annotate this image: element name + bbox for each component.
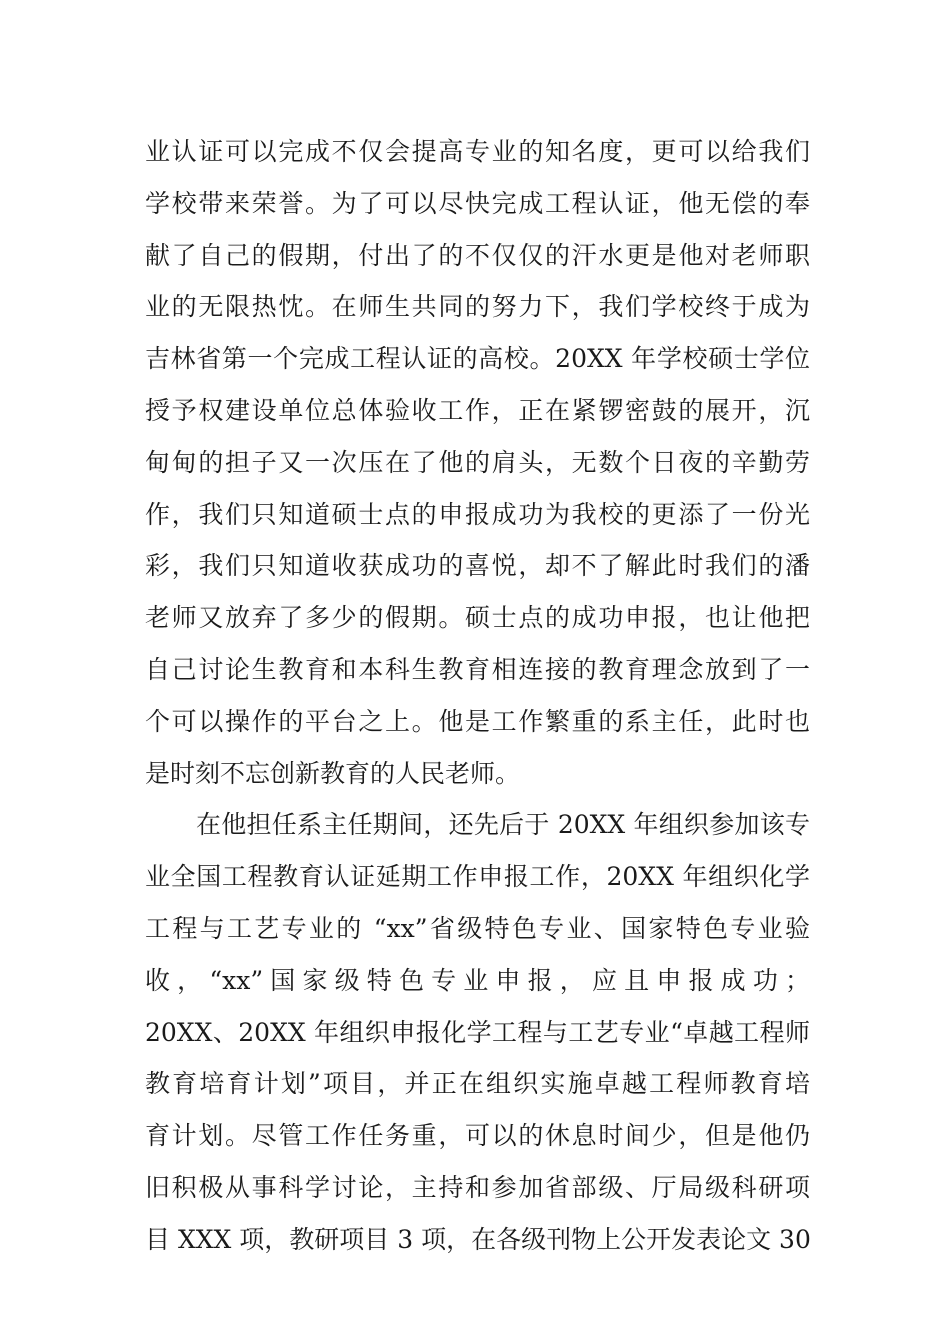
text-line: 工程与工艺专业的 “xx”省级特色专业、国家特色专业验: [145, 913, 810, 943]
text-line: 业认证可以完成不仅会提高专业的知名度，更可以给我们: [145, 137, 810, 166]
text-line: 自己讨论生教育和本科生教育相连接的教育理念放到了一: [145, 654, 810, 684]
text-line: 业全国工程教育认证延期工作申报工作，20XX 年组织化学: [145, 862, 810, 892]
text-line: 目 XXX 项，教研项目 3 项，在各级刊物上公开发表论文 30: [145, 1224, 811, 1254]
text-line: 作，我们只知道硕士点的申报成功为我校的更添了一份光: [145, 499, 810, 529]
text-line: 学校带来荣誉。为了可以尽快完成工程认证，他无偿的奉: [145, 188, 810, 218]
text-line: 旧积极从事科学讨论，主持和参加省部级、厅局级科研项: [145, 1172, 810, 1202]
text-line: 育计划。尽管工作任务重，可以的休息时间少，但是他仍: [145, 1121, 810, 1151]
paragraph-first-line: 在他担任系主任期间，还先后于 20XX 年组织参加该专: [196, 810, 810, 840]
text-line: 老师又放弃了多少的假期。硕士点的成功申报，也让他把: [145, 603, 810, 633]
text-line: 业的无限热忱。在师生共同的努力下，我们学校终于成为: [145, 292, 810, 322]
text-line: 授予权建设单位总体验收工作，正在紧锣密鼓的展开，沉: [145, 395, 810, 425]
paragraph-end-line: 是时刻不忘创新教育的人民老师。: [145, 758, 521, 788]
text-line: 收，“xx”国家级特色专业申报，应且申报成功；: [145, 965, 810, 995]
text-line: 教育培育计划”项目，并正在组织实施卓越工程师教育培: [145, 1069, 810, 1099]
text-line: 吉林省第一个完成工程认证的高校。20XX 年学校硕士学位: [145, 344, 810, 374]
text-line: 彩，我们只知道收获成功的喜悦，却不了解此时我们的潘: [145, 551, 810, 581]
text-line: 献了自己的假期，付出了的不仅仅的汗水更是他对老师职: [145, 240, 810, 270]
body-text: [145, 126, 810, 1266]
text-line: 20XX、20XX 年组织申报化学工程与工艺专业“卓越工程师: [145, 1017, 810, 1047]
text-line: 甸甸的担子又一次压在了他的肩头，无数个日夜的辛勤劳: [145, 447, 810, 477]
text-line: 个可以操作的平台之上。他是工作繁重的系主任，此时也: [145, 706, 810, 736]
